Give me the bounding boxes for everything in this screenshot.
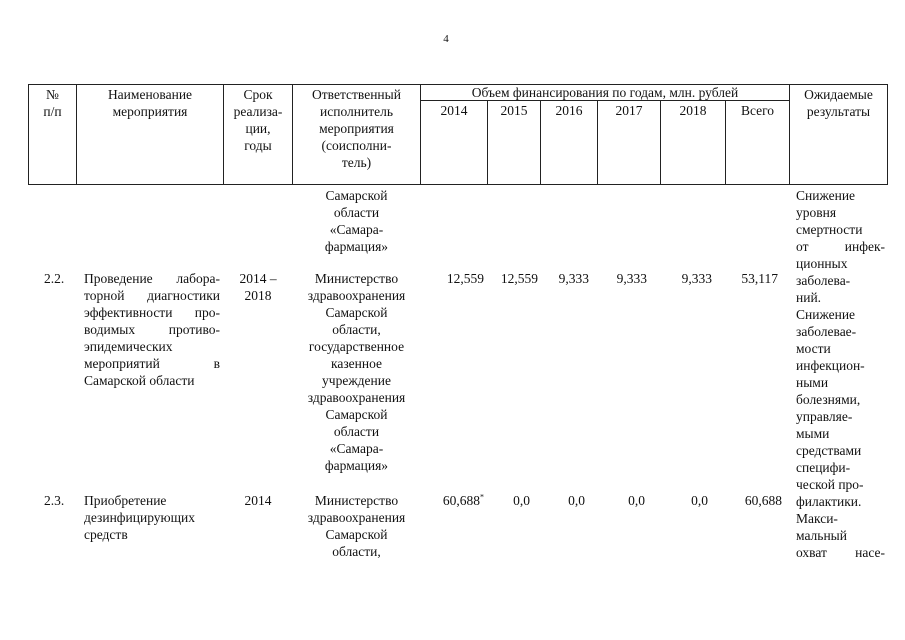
row-2-2-value-2015: 12,559 [500, 271, 538, 286]
footnote-mark: * [480, 492, 484, 502]
header-bottom-border [28, 184, 888, 185]
header-num: № п/п [43, 87, 62, 119]
row-2-3-term: 2014 [244, 493, 272, 508]
row-2-2-term: 2014 – 2018 [239, 271, 277, 303]
row-2-2-num: 2.2. [44, 271, 65, 286]
row-2-2-value-total: 53,117 [741, 271, 778, 286]
continuation-responsible: Самарской области «Самара- фармация» [324, 188, 389, 254]
row-2-3-num: 2.3. [44, 493, 65, 508]
header-year-2014: 2014 [440, 103, 468, 118]
row-2-2-value-2016: 9,333 [558, 271, 589, 286]
row-2-3-value-2017: 0,0 [628, 493, 645, 508]
header-term: Срок реализа- ции, годы [233, 87, 283, 153]
row-2-3-value-2016: 0,0 [568, 493, 585, 508]
row-2-2-name: Проведение лабора- торной диагностики эффективности про- водимых противо- эпидемических мероприятий в Самарской области [84, 271, 220, 388]
header-results: Ожидаемые результаты [804, 87, 873, 119]
expected-results: Снижение уровня смертности от инфек- ционных заболева- ний. Снижение заболевае- мости инфекцион- ными болезнями, управляе- мыми средствами специфи- ческой про- филактики. Макси- мальный охват насе- [796, 188, 885, 560]
header-year-2018: 2018 [679, 103, 707, 118]
row-2-3-value-2018: 0,0 [691, 493, 708, 508]
header-year-2016: 2016 [555, 103, 583, 118]
header-year-2017: 2017 [615, 103, 643, 118]
row-2-3-value-total: 60,688 [744, 493, 782, 508]
row-2-3-value-2015: 0,0 [513, 493, 530, 508]
col-border [887, 84, 888, 185]
header-name: Наименование мероприятия [107, 87, 193, 119]
row-2-2-responsible: Министерство здравоохранения Самарской области, государственное казенное учреждение здравоохранения Самарской области «Самара- фармация» [307, 271, 406, 473]
header-responsible: Ответственный исполнитель мероприятия (соисполни- тель) [312, 87, 401, 170]
header-year-2015: 2015 [500, 103, 528, 118]
row-2-2-value-2017: 9,333 [616, 271, 647, 286]
header-finance: Объем финансирования по годам, млн. рублей [471, 85, 739, 100]
row-2-3-name: Приобретение дезинфицирующих средств [84, 493, 196, 542]
row-2-3-responsible: Министерство здравоохранения Самарской области, [307, 493, 406, 559]
header-total: Всего [740, 103, 775, 118]
row-2-2-value-2018: 9,333 [681, 271, 712, 286]
row-2-2-value-2014: 12,559 [446, 271, 484, 286]
row-2-3-value-2014: 60,688* [442, 492, 484, 508]
page-number: 4 [443, 33, 449, 45]
